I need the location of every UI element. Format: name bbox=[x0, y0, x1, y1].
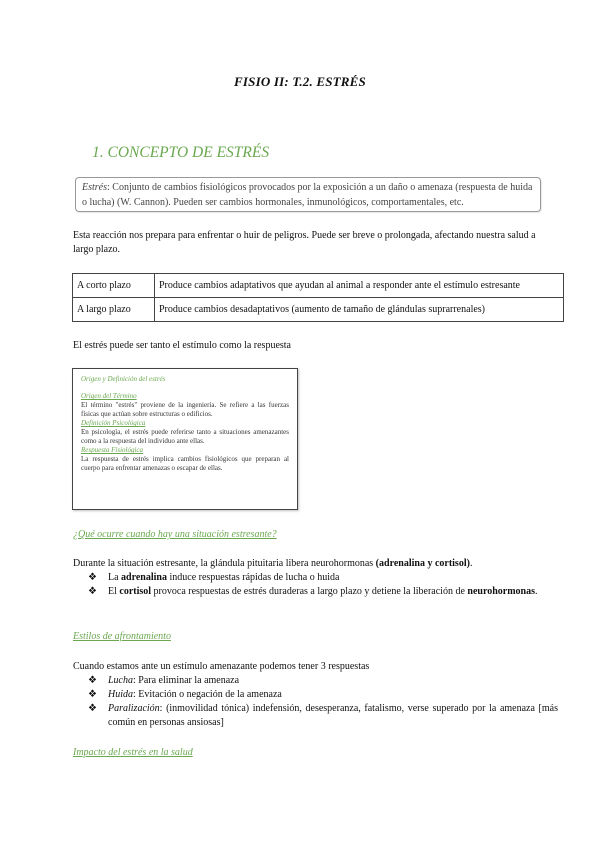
coping-intro: Cuando estamos ante un estímulo amenazante podemos tener 3 respuestas bbox=[73, 661, 370, 672]
figure-body: En psicología, el estrés puede referirse tanto a situaciones amenazantes como a la respuesta del individuo ante ellas. bbox=[81, 428, 289, 445]
list-item bbox=[88, 702, 558, 730]
list-item bbox=[88, 585, 558, 599]
pituitary-paragraph bbox=[73, 557, 472, 571]
figure-subheading: Origen del Término bbox=[81, 392, 137, 400]
question-heading: ¿Qué ocurre cuando hay una situación estresante? bbox=[73, 529, 277, 540]
coping-heading: Estilos de afrontamiento bbox=[73, 631, 171, 642]
intro-paragraph: Esta reacción nos prepara para enfrentar o huir de peligros. Puede ser breve o prolongada, afectando nuestra salud a largo plazo. bbox=[73, 230, 536, 255]
text-span: . bbox=[535, 586, 538, 597]
term-table bbox=[72, 273, 564, 322]
figure-body: La respuesta de estrés implica cambios fisiológicos que preparan al cuerpo para enfrentar amenazas o escapar de ellas. bbox=[81, 455, 289, 472]
italic-term: Huida bbox=[108, 689, 133, 700]
hormone-list bbox=[88, 571, 558, 599]
list-item bbox=[88, 688, 558, 702]
bold-text: neurohormonas bbox=[467, 586, 536, 597]
definition-term: Estrés bbox=[82, 182, 107, 193]
text-span: : Para eliminar la amenaza bbox=[133, 675, 240, 686]
text-span: La bbox=[108, 572, 122, 583]
document-title: FISIO II: T.2. ESTRÉS bbox=[234, 74, 366, 89]
figure-title: Origen y Definición del estrés bbox=[81, 375, 166, 383]
text-span: : (inmovilidad tónica) indefensión, desesperanza, fatalismo, verse superado por la amenaza [más común en personas ansiosas] bbox=[108, 703, 558, 728]
embedded-figure bbox=[72, 368, 298, 510]
impact-heading: Impacto del estrés en la salud bbox=[73, 747, 193, 758]
list-item bbox=[88, 571, 558, 585]
figure-subheading: Respuesta Fisiológica bbox=[81, 446, 144, 454]
diamond-bullet-icon: ❖ bbox=[88, 703, 97, 714]
diamond-bullet-icon: ❖ bbox=[88, 675, 97, 686]
bold-text: (adrenalina y cortisol) bbox=[375, 558, 470, 569]
table-row bbox=[73, 298, 564, 322]
text-span: provoca respuestas de estrés duraderas a largo plazo y detiene la liberación de bbox=[151, 586, 468, 597]
coping-list bbox=[88, 674, 558, 730]
italic-term: Lucha bbox=[108, 675, 133, 686]
text-span: El bbox=[108, 586, 120, 597]
definition-text: : Conjunto de cambios fisiológicos provocados por la exposición a un daño o amenaza (respuesta de huida o lucha) (W. Cannon). Pueden ser cambios hormonales, inmunológicos, comportamentales, etc. bbox=[82, 182, 533, 208]
table-cell-term: A corto plazo bbox=[73, 274, 155, 298]
definition-box bbox=[75, 177, 541, 212]
list-item bbox=[88, 674, 558, 688]
diamond-bullet-icon: ❖ bbox=[88, 586, 97, 597]
table-cell-description: Produce cambios adaptativos que ayudan al animal a responder ante el estímulo estresante bbox=[155, 274, 564, 298]
figure-subheading: Definición Psicológica bbox=[81, 419, 146, 427]
table-row bbox=[73, 274, 564, 298]
text-span: induce respuestas rápidas de lucha o huida bbox=[166, 572, 340, 583]
figure-body: El término "estrés" proviene de la ingeniería. Se refiere a las fuerzas físicas que actúan sobre estructuras o edificios. bbox=[81, 401, 289, 418]
text-span: . bbox=[469, 558, 473, 569]
table-cell-description: Produce cambios desadaptativos (aumento de tamaño de glándulas suprarrenales) bbox=[155, 298, 564, 322]
text-span: : Evitación o negación de la amenaza bbox=[133, 689, 282, 700]
table-cell-term: A largo plazo bbox=[73, 298, 155, 322]
diamond-bullet-icon: ❖ bbox=[88, 689, 97, 700]
diamond-bullet-icon: ❖ bbox=[88, 572, 97, 583]
section-title: 1. CONCEPTO DE ESTRÉS bbox=[92, 144, 270, 161]
text-span: Durante la situación estresante, la glándula pituitaria libera neurohormonas bbox=[73, 558, 376, 569]
bold-text: adrenalina bbox=[121, 572, 167, 583]
bold-text: cortisol bbox=[119, 586, 152, 597]
italic-term: Paralización bbox=[108, 703, 160, 714]
stimulus-response-text: El estrés puede ser tanto el estímulo como la respuesta bbox=[73, 340, 291, 351]
